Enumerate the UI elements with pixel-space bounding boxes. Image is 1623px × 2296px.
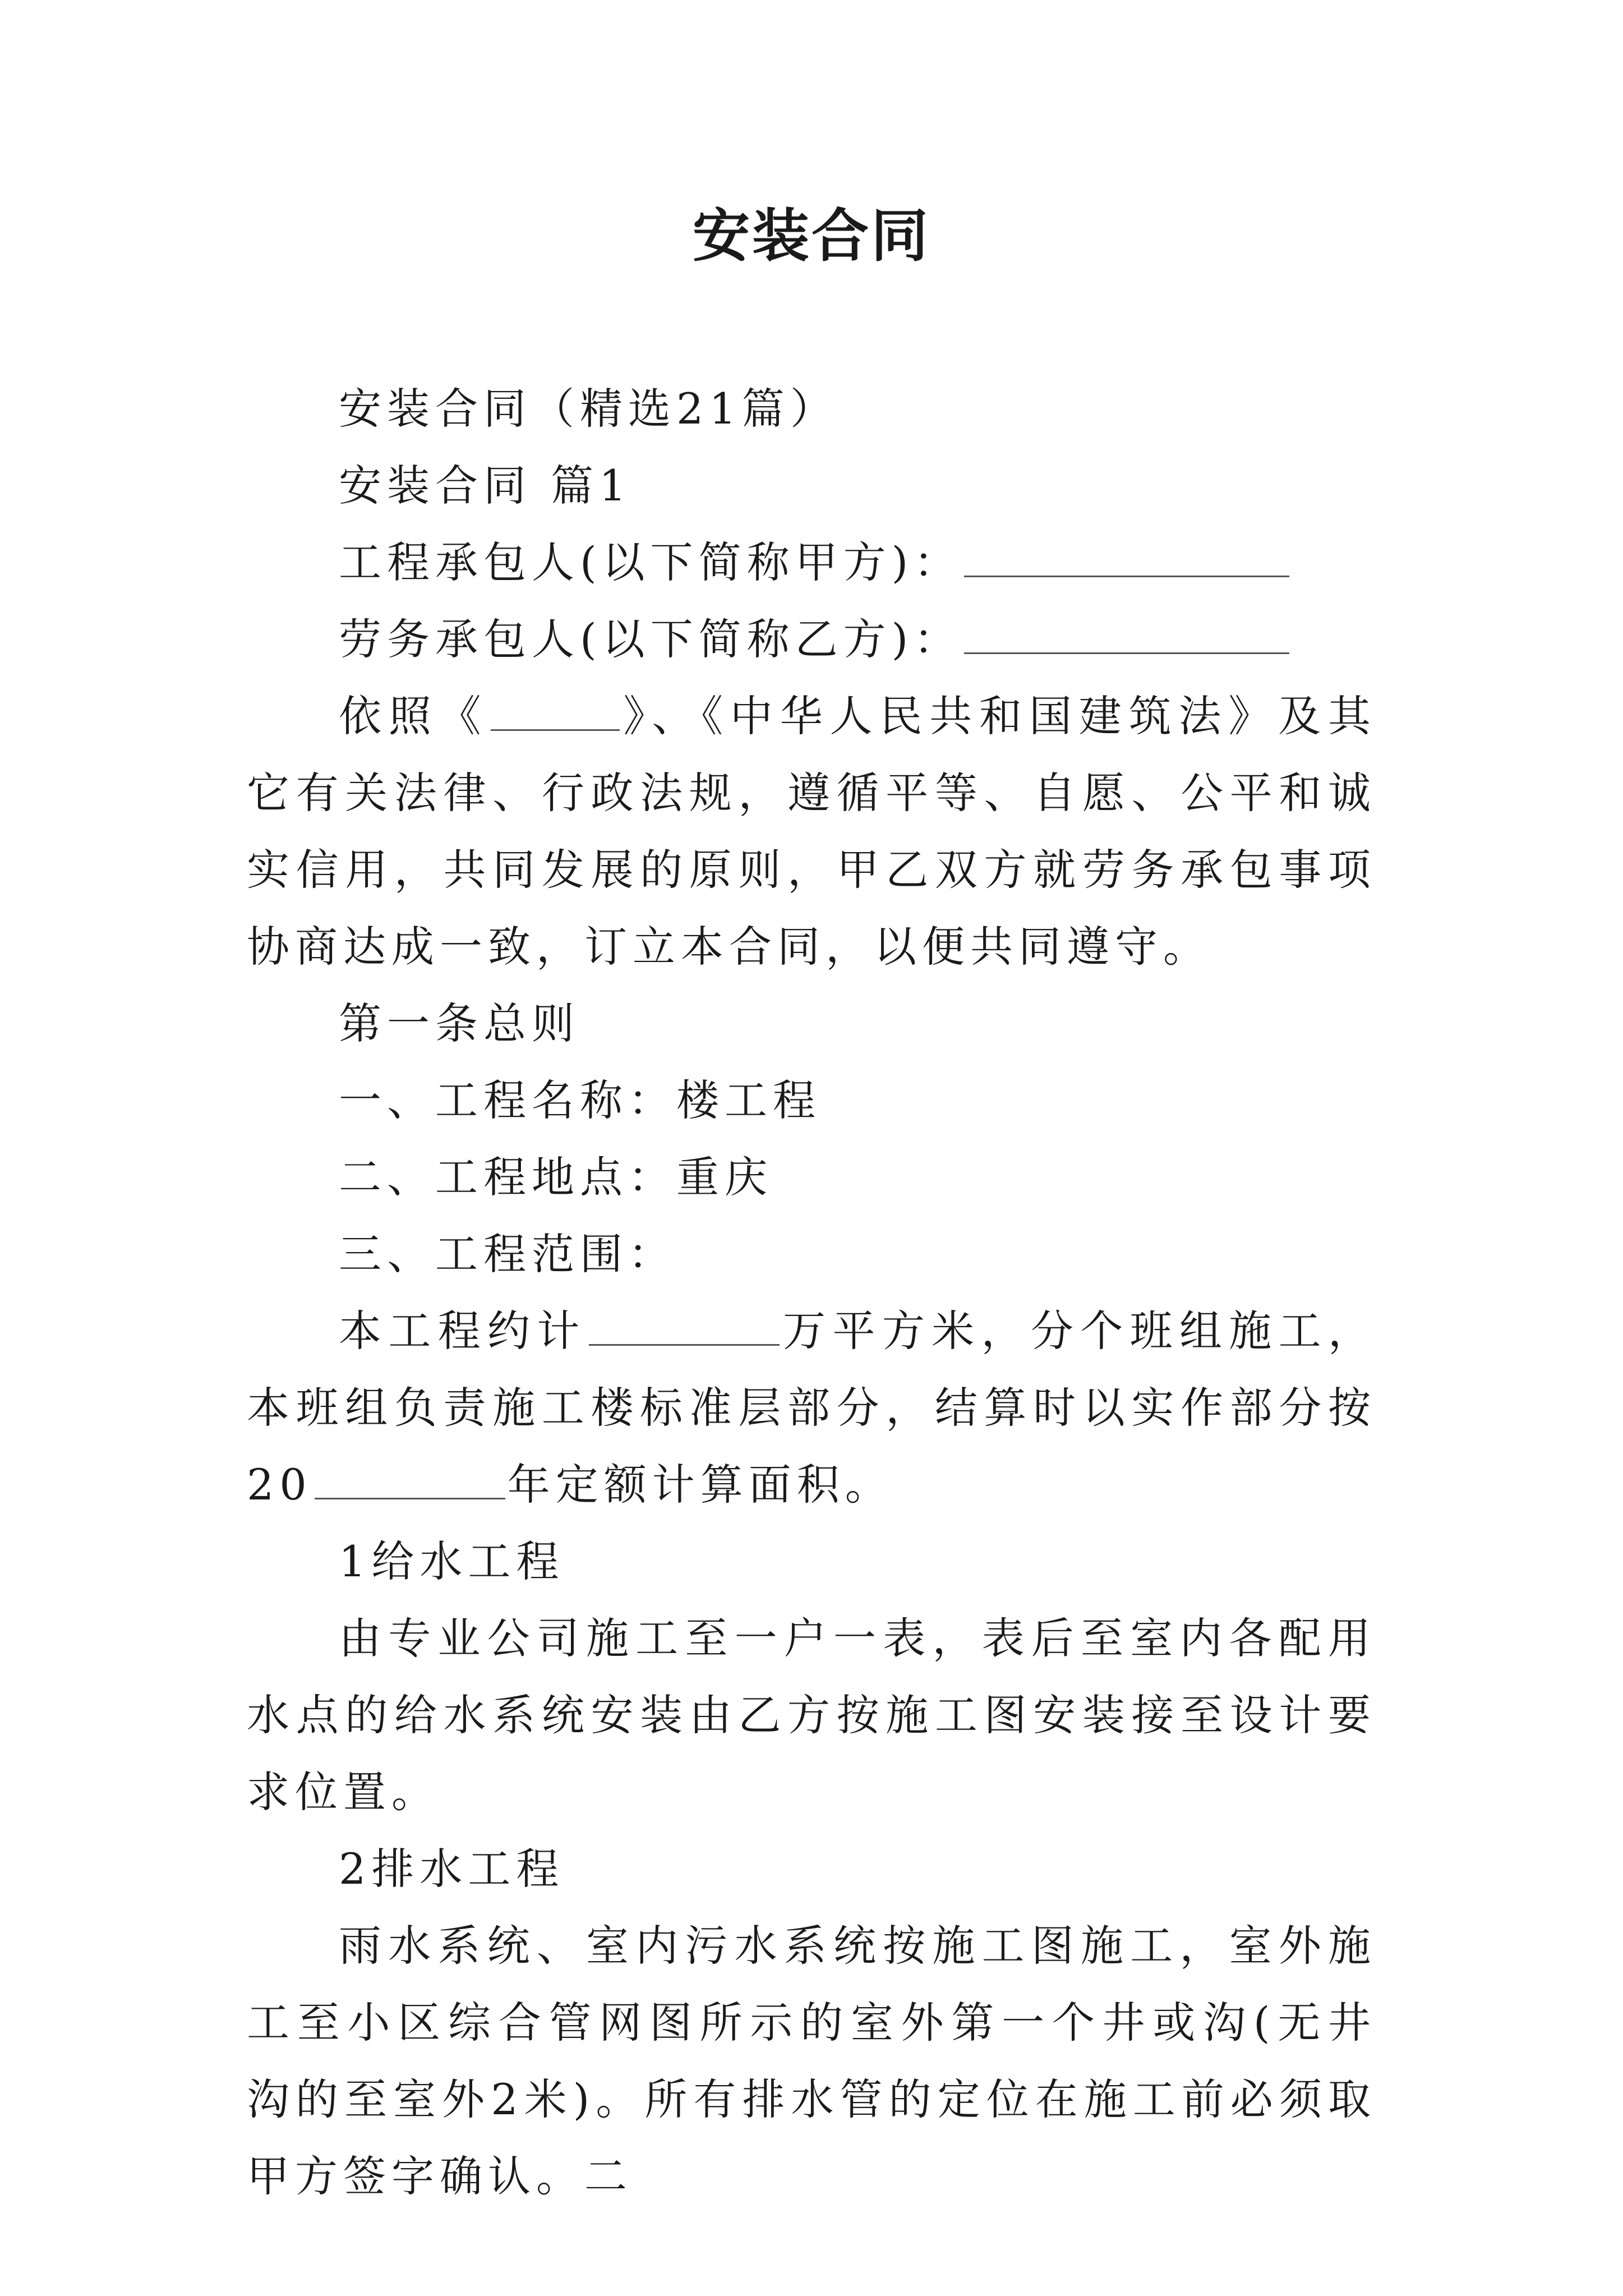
scope-start: 本工程约计 [339, 1306, 587, 1356]
area-blank [589, 1309, 780, 1346]
paragraph-party-a [247, 524, 1376, 601]
paragraph-project-name: 一、工程名称：楼工程 [339, 1075, 821, 1125]
paragraph-party-b [247, 601, 1376, 678]
paragraph-drainage-heading: 2排水工程 [339, 1844, 565, 1894]
paragraph-scope-detail [247, 1292, 1376, 1523]
paragraph-section-heading: 安装合同 篇1 [339, 461, 632, 510]
scope-middle: 万平方米，分个班组施工，本班组负责施工楼标准层部分，结算时以实作部分按20 [247, 1306, 1377, 1510]
paragraph-article-1: 第一条总则 [339, 999, 580, 1048]
paragraph-preamble [247, 678, 1376, 985]
party-a-label: 工程承包人(以下简称甲方)： [339, 537, 962, 587]
party-b-blank [964, 618, 1289, 654]
law-name-blank [491, 694, 620, 731]
paragraph-water-supply-heading: 1给水工程 [339, 1536, 565, 1586]
document-body [247, 370, 1376, 2215]
paragraph-project-location: 二、工程地点：重庆 [339, 1152, 773, 1202]
party-a-blank [964, 541, 1289, 577]
document-title: 安装合同 [693, 203, 930, 270]
party-b-label: 劳务承包人(以下简称乙方)： [339, 614, 962, 664]
paragraph-project-scope: 三、工程范围： [339, 1229, 676, 1279]
preamble-rest: 》、《中华人民共和国建筑法》及其它有关法律、行政法规，遵循平等、自愿、公平和诚实信用，共同发展的原则，甲乙双方就劳务承包事项协商达成一致，订立本合同，以便共同遵守。 [247, 691, 1377, 972]
scope-end: 年定额计算面积。 [507, 1460, 893, 1510]
paragraph-drainage-detail: 雨水系统、室内污水系统按施工图施工，室外施工至小区综合管网图所示的室外第一个井或沟(无井沟的至室外2米)。所有排水管的定位在施工前必须取甲方签字确认。二 [247, 1921, 1376, 2201]
paragraph-water-supply-detail: 由专业公司施工至一户一表，表后至室内各配用水点的给水系统安装由乙方按施工图安装接至设计要求位置。 [247, 1613, 1376, 1817]
paragraph-subtitle: 安装合同（精选21篇） [339, 384, 838, 434]
preamble-start: 依照《 [339, 691, 488, 741]
year-blank [315, 1463, 505, 1499]
